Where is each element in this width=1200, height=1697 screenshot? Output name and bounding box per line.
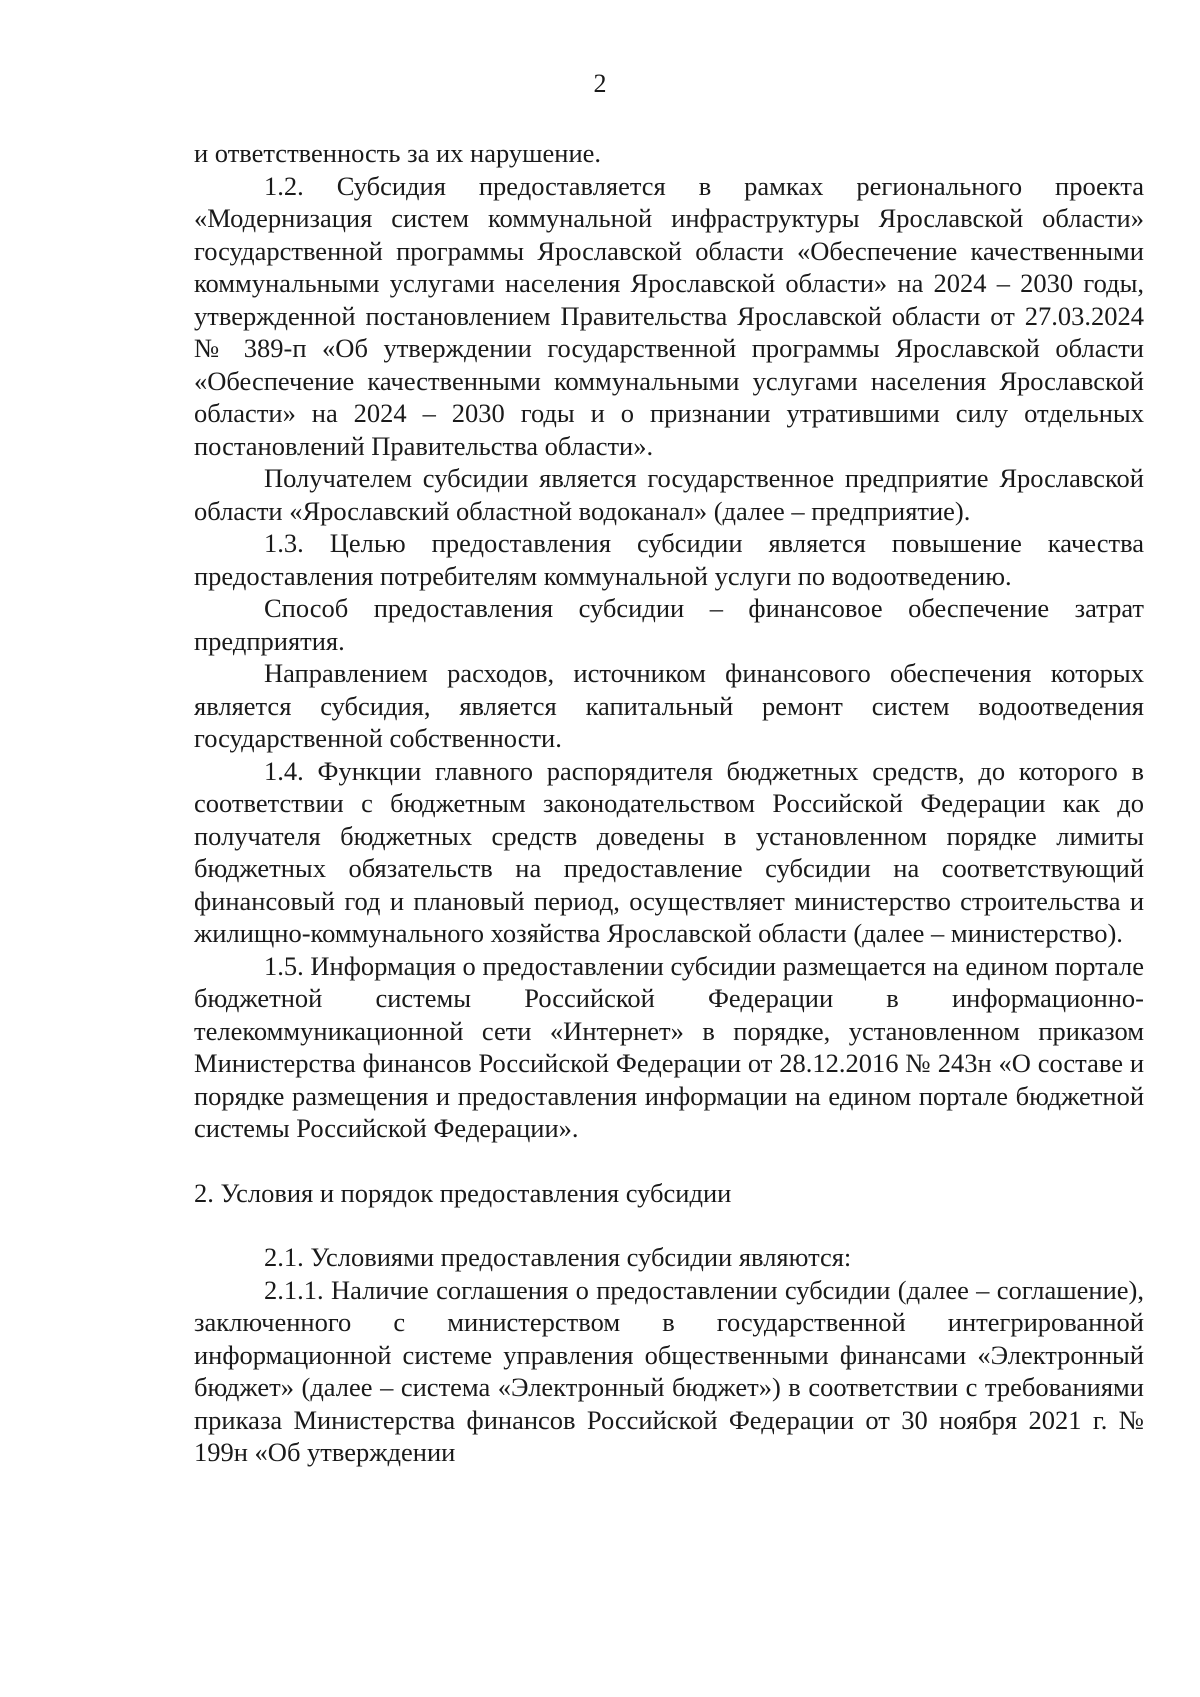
paragraph-2-1: 2.1. Условиями предоставления субсидии являются: (264, 1242, 852, 1272)
paragraph-direction: Направлением расходов, источником финансового обеспечения которых является субсидия, является капитальный ремонт систем водоотведения государственной собственности. (194, 658, 1144, 753)
page-number: 2 (593, 69, 607, 98)
paragraph-recipient: Получателем субсидии является государственное предприятие Ярославской области «Ярославский областной водоканал» (далее – предприятие). (194, 463, 1144, 526)
paragraph-continuation: и ответственность за их нарушение. (194, 138, 602, 168)
paragraph-1-4: 1.4. Функции главного распорядителя бюджетных средств, до которого в соответствии с бюджетным законодательством Российской Федерации как до получателя бюджетных средств доведены в установленном порядке лимиты бюджетных обязательств на предоставление субсидии на соответствующий финансовый год и плановый период, осуществляет министерство строительства и жилищно-коммунального хозяйства Ярославской области (далее – министерство). (194, 755, 1144, 948)
paragraph-2-1-1: 2.1.1. Наличие соглашения о предоставлении субсидии (далее – соглашение), заключенного с министерством в государственной интегрированной информационной системе управления общественными финансами «Электронный бюджет» (далее – система «Электронный бюджет») в соответствии с требованиями приказа Министерства финансов Российской Федерации от 30 ноября 2021 г. № 199н «Об утверждении (194, 1274, 1144, 1467)
paragraph-1-5: 1.5. Информация о предоставлении субсидии размещается на едином портале бюджетной системы Российской Федерации в информационно-телекоммуникационной сети «Интернет» в порядке, установленном приказом Министерства финансов Российской Федерации от 28.12.2016 № 243н «О составе и порядке размещения и предоставления информации на едином портале бюджетной системы Российской Федерации». (194, 950, 1144, 1143)
section-heading: 2. Условия и порядок предоставления субсидии (194, 1177, 732, 1208)
document-body (194, 137, 1144, 1469)
paragraph-1-3: 1.3. Целью предоставления субсидии является повышение качества предоставления потребителям коммунальной услуги по водоотведению. (194, 528, 1144, 591)
paragraph-method: Способ предоставления субсидии – финансовое обеспечение затрат предприятия. (194, 593, 1144, 656)
paragraph-1-2: 1.2. Субсидия предоставляется в рамках регионального проекта «Модернизация систем коммунальной инфраструктуры Ярославской области» государственной программы Ярославской области «Обеспечение качественными коммунальными услугами населения Ярославской области» на 2024 – 2030 годы, утвержденной постановлением Правительства Ярославской области от 27.03.2024 № 389-п «Об утверждении государственной программы Ярославской области «Обеспечение качественными коммунальными услугами населения Ярославской области» на 2024 – 2030 годы и о признании утратившими силу отдельных постановлений Правительства области». (194, 170, 1144, 461)
